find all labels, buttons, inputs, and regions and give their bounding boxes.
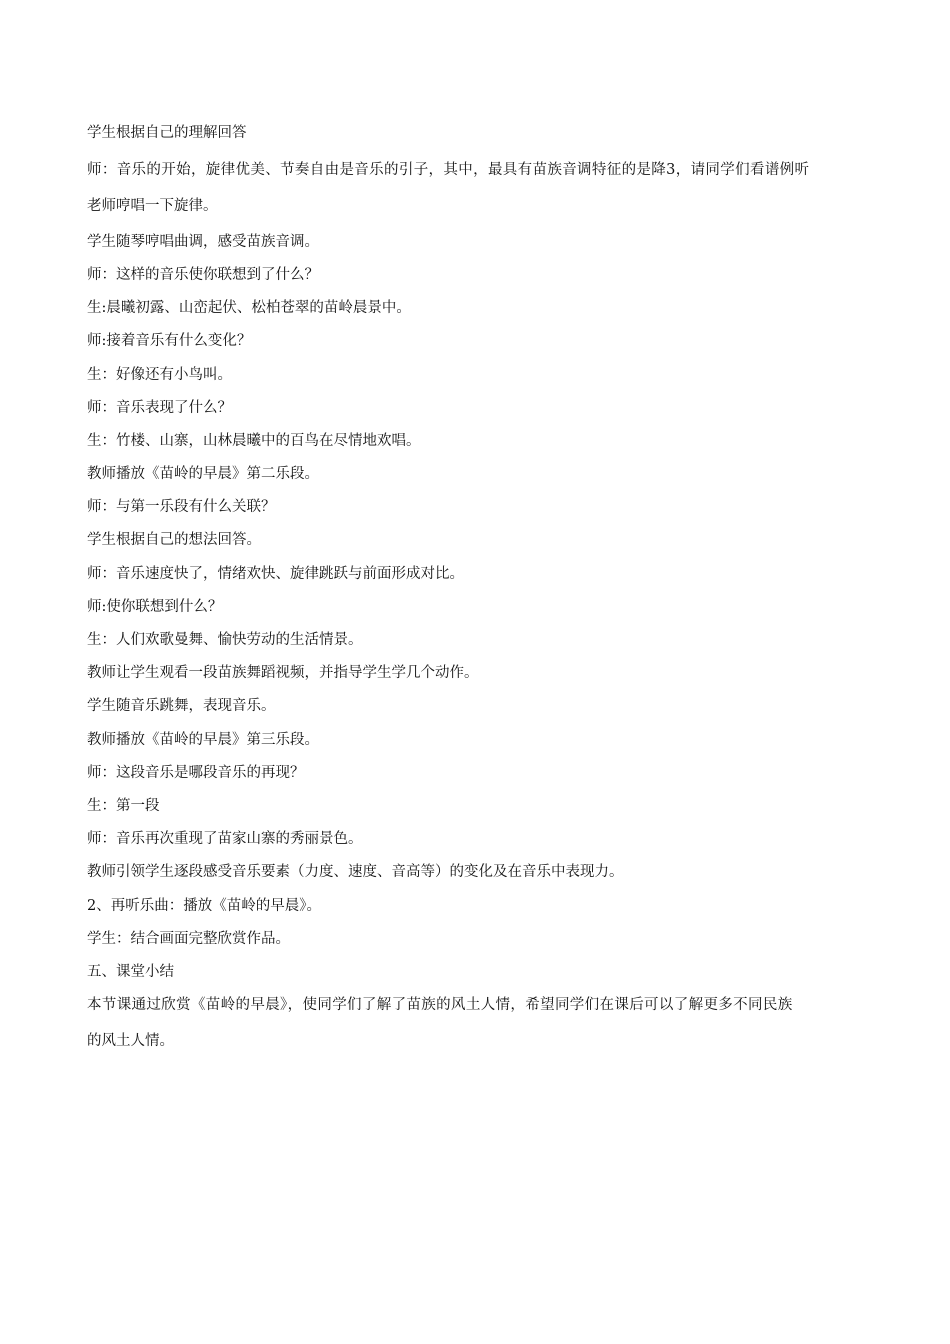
text-line: 老师哼唱一下旋律。: [87, 198, 218, 214]
text-line: 师：这样的音乐使你联想到了什么？: [87, 267, 319, 283]
text-line: 学生根据自己的想法回答。: [87, 532, 261, 548]
text-line: 生：人们欢歌曼舞、愉快劳动的生活情景。: [87, 632, 363, 648]
text-line: 2、再听乐曲：播放《苗岭的早晨》。: [87, 898, 321, 914]
text-line: 学生随音乐跳舞，表现音乐。: [87, 698, 276, 714]
text-line: 学生：结合画面完整欣赏作品。: [87, 931, 290, 947]
text-line: 学生根据自己的理解回答: [87, 125, 247, 141]
text-line: 的风土人情。: [87, 1033, 174, 1049]
section-heading: 五、课堂小结: [87, 964, 174, 980]
text-line: 教师播放《苗岭的早晨》第二乐段。: [87, 466, 319, 482]
text-line: 生：好像还有小鸟叫。: [87, 367, 232, 383]
text-line: 教师引领学生逐段感受音乐要素（力度、速度、音高等）的变化及在音乐中表现力。: [87, 864, 624, 880]
text-line: 教师播放《苗岭的早晨》第三乐段。: [87, 732, 319, 748]
text-line: 师：与第一乐段有什么关联？: [87, 499, 276, 515]
text-line: 师：音乐速度快了，情绪欢快、旋律跳跃与前面形成对比。: [87, 566, 464, 582]
text-line: 本节课通过欣赏《苗岭的早晨》，使同学们了解了苗族的风土人情，希望同学们在课后可以了解更多不同民族: [87, 997, 793, 1013]
text-line: 师：这段音乐是哪段音乐的再现？: [87, 765, 305, 781]
text-line: 师：音乐表现了什么？: [87, 400, 232, 416]
text-line: 师:使你联想到什么？: [87, 599, 223, 615]
text-line: 学生随琴哼唱曲调，感受苗族音调。: [87, 234, 319, 250]
text-line: 生：第一段: [87, 798, 160, 814]
text-line: 生：竹楼、山寨，山林晨曦中的百鸟在尽情地欢唱。: [87, 433, 421, 449]
text-line: 生:晨曦初露、山峦起伏、松柏苍翠的苗岭晨景中。: [87, 300, 411, 316]
text-line: 师：音乐再次重现了苗家山寨的秀丽景色。: [87, 831, 363, 847]
text-line: 师:接着音乐有什么变化？: [87, 333, 252, 349]
text-line: 师：音乐的开始，旋律优美、节奏自由是音乐的引子，其中，最具有苗族音调特征的是降3，请同学们看谱例听: [87, 162, 810, 178]
text-line: 教师让学生观看一段苗族舞蹈视频，并指导学生学几个动作。: [87, 665, 479, 681]
